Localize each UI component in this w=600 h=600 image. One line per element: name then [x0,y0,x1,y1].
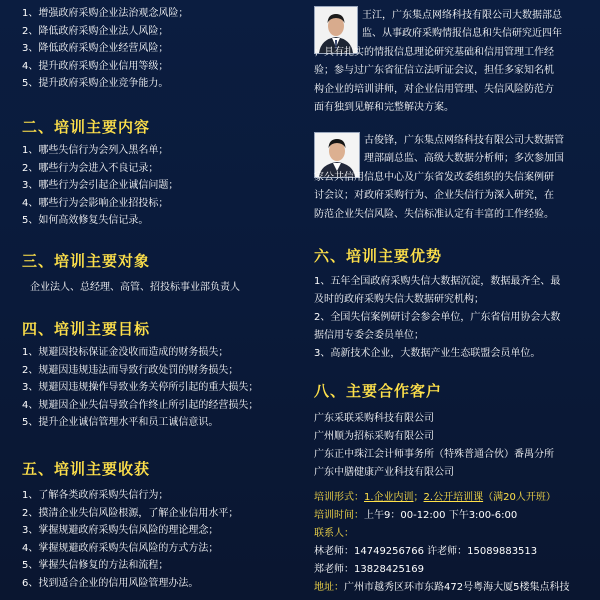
address-value: 广州市越秀区环市东路472号粤海大厦5楼集点科技 [344,582,570,593]
advantages-list [314,273,586,363]
goals-intro-list [22,5,294,93]
list-item: 1、规避因投标保证金没收而造成的财务损失； [22,347,229,358]
bio-line: 王江，广东集点网络科技有限公司大数据部总 [362,10,562,21]
list-item: 广东中膳健康产业科技有限公司 [314,467,454,478]
clients-list [314,410,586,482]
trainer-2-bio-body [314,169,600,224]
list-item: 2、摸清企业失信风险根源，了解企业信用水平； [22,507,239,519]
bio-line: 理部副总监、高级大数据分析师；多次参加国 [364,153,564,165]
list-item: 1、增强政府采购企业法治观念风险； [22,8,189,19]
address-row [314,579,569,597]
list-item: 及时的政府采购失信大数据研究机构； [314,294,484,305]
list-item: 1、哪些失信行为会列入黑名单； [22,145,169,156]
gains-list [22,487,294,593]
list-item: 2、全国失信案例研讨会参会单位，广东省信用协会大数 [314,312,561,323]
list-item: 4、掌握规避政府采购失信风险的方式方法； [22,542,219,554]
format-label: 培训形式： [314,492,364,503]
list-item: 广东采联采购科技有限公司 [314,413,434,424]
contact-label: 联系人： [314,528,354,539]
section-title-content: 二、培训主要内容 [22,118,151,136]
bio-line: 验；参与过广东省征信立法听证会议，担任多家知名机 [314,65,554,77]
list-item: 广东正中珠江会计师事务所（特殊普通合伙）番禺分所 [314,449,554,460]
format-option-public: 2.公开培训课 [423,492,484,503]
contact-block [314,489,569,597]
list-item: 3、哪些行为会引起企业诚信问题； [22,180,179,192]
bio-line: 家公共信用信息中心及广东省发改委组织的失信案例研 [314,172,554,183]
list-item: 广州顺为招标采购有限公司 [314,431,434,442]
trainer-1-bio-head [362,7,594,44]
section-title-audience: 三、培训主要对象 [22,252,151,270]
time-label: 培训时间： [314,510,364,521]
bio-line: 古俊锋，广东集点网络科技有限公司大数据管 [364,135,564,146]
list-item: 4、哪些行为会影响企业招投标； [22,197,169,209]
list-item: 据信用专委会委员单位； [314,330,424,341]
audience-text [30,279,302,297]
list-item: 4、提升政府采购企业信用等级； [22,60,169,72]
section-title-objectives: 四、培训主要目标 [22,320,151,338]
list-item: 2、降低政府采购企业法人风险； [22,25,169,37]
trainer-1-bio-body [314,44,600,118]
list-item: 5、提升政府采购企业竞争能力。 [22,78,169,90]
section-title-clients: 八、主要合作客户 [314,382,443,400]
bio-line: 监、从事政府采购情报信息和失信研究近四年 [362,28,562,40]
objectives-list [22,344,294,432]
list-item: 3、降低政府采购企业经营风险； [22,43,169,55]
format-option-inhouse: 1.企业内训 [364,492,414,503]
bio-line: 讨会议；对政府采购行为、企业失信行为深入研究，在 [314,190,554,202]
training-format-row [314,489,569,507]
format-note: （满20人开班） [483,492,556,503]
contact-phones-1: 林老师：14749256766 许老师：15089883513 [314,546,538,557]
bio-line: 构企业的培训讲师，对企业信用管理、失信风险防范方 [314,83,554,95]
list-item: 2、哪些行为会进入不良记录； [22,162,159,174]
training-time-row [314,507,569,525]
list-item: 5、提升企业诚信管理水平和员工诚信意识。 [22,417,219,429]
list-item: 3、高新技术企业，大数据产业生态联盟会员单位。 [314,348,541,359]
section-title-gains: 五、培训主要收获 [22,460,151,478]
list-item: 3、规避因违规操作导致业务关停所引起的重大损失； [22,382,259,394]
list-item: 5、掌握失信修复的方法和流程； [22,560,169,572]
contact-phones-2: 郑老师：13828425169 [314,564,424,575]
content-list [22,142,294,230]
bio-line: ；具有扎实的情报信息理论研究基础和信用管理工作经 [314,47,554,58]
list-item: 6、找到适合企业的信用风险管理办法。 [22,577,199,589]
trainer-2-bio-head [364,132,596,169]
list-item: 4、规避因企业失信导致合作终止所引起的经营损失； [22,399,259,411]
time-value: 上午9：00-12:00 下午3:00-6:00 [364,510,518,521]
bio-line: 防范企业失信风险、失信标准认定有丰富的工作经验。 [314,208,554,220]
format-separator: ； [413,492,424,503]
list-item: 2、规避因违规违法而导致行政处罚的财务损失； [22,364,239,376]
list-item: 3、掌握规避政府采购失信风险的理论理念； [22,525,219,537]
list-item: 1、了解各类政府采购失信行为； [22,490,169,501]
list-item: 1、五年全国政府采购失信大数据沉淀，数据最齐全、最 [314,276,561,287]
bio-line: 面有独到见解和完整解决方案。 [314,102,454,114]
list-item: 5、如何高效修复失信记录。 [22,215,149,227]
address-label: 地址： [314,582,344,593]
list-item: 企业法人、总经理、高管、招投标事业部负责人 [30,282,240,293]
section-title-advantages: 六、培训主要优势 [314,247,443,265]
